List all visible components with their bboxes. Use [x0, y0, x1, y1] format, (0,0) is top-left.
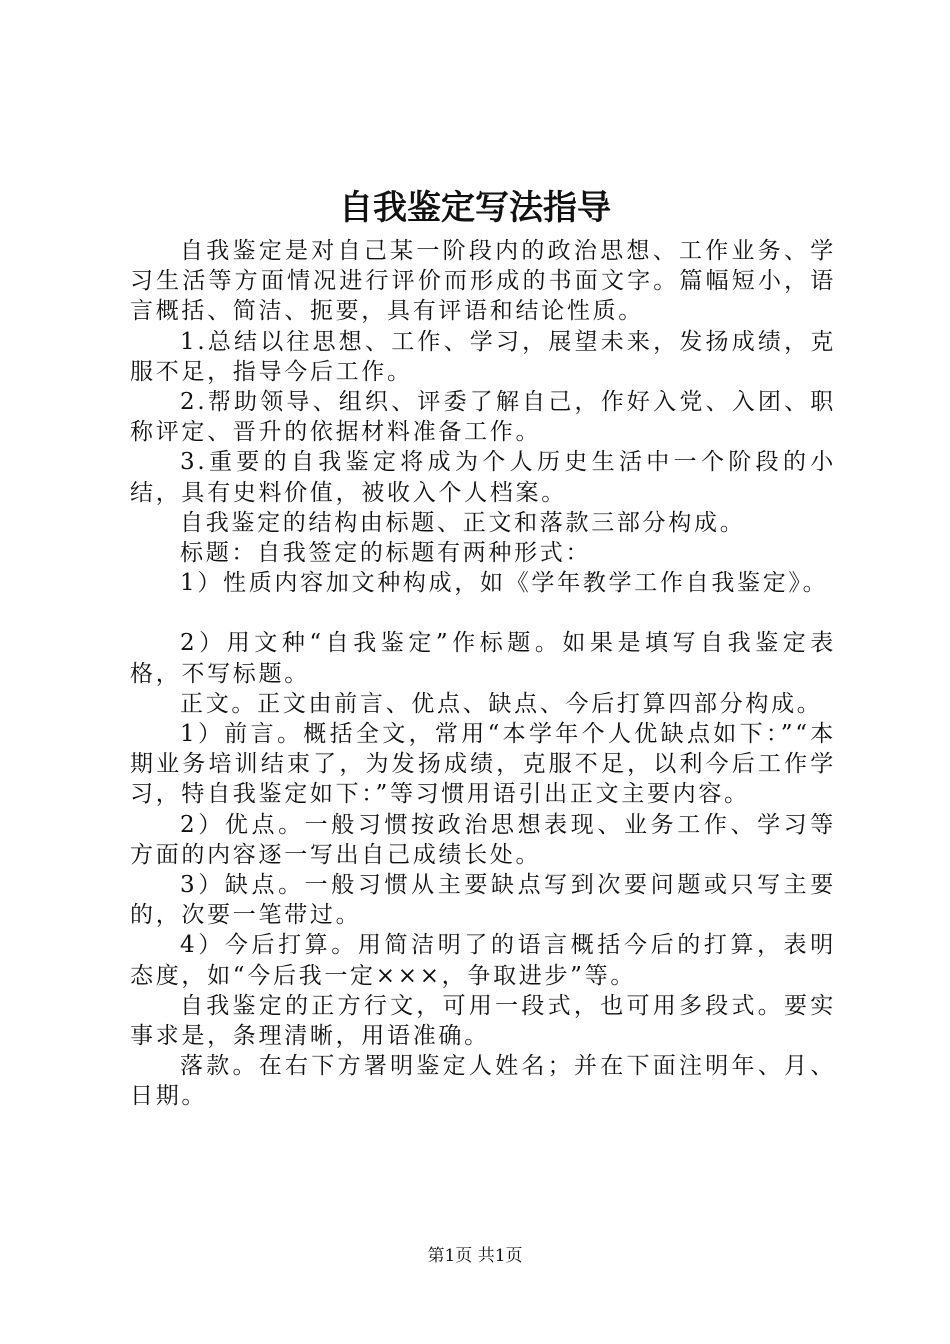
paragraph-body-parts: 正文。正文由前言、优点、缺点、今后打算四部分构成。: [180, 690, 823, 717]
paragraph-intro: 自我鉴定是对自己某一阶段内的政治思想、工作业务、学习生活等方面情况进行评价而形成的书面文字。篇幅短小，语言概括、简洁、扼要，具有评语和结论性质。: [130, 238, 836, 325]
paragraph-purpose-3: 3.重要的自我鉴定将成为个人历史生活中一个阶段的小结，具有史料价值，被收入个人档案。: [130, 449, 836, 506]
paragraph-purpose-2: 2.帮助领导、组织、评委了解自己，作好入党、入团、职称评定、晋升的依据材料准备工作。: [130, 389, 836, 446]
paragraph-weaknesses: 3）缺点。一般习惯从主要缺点写到次要问题或只写主要的，次要一笔带过。: [130, 872, 836, 929]
paragraph-purpose-1: 1.总结以往思想、工作、学习，展望未来，发扬成绩，克服不足，指导今后工作。: [130, 328, 836, 385]
paragraph-writing-style: 自我鉴定的正方行文，可用一段式，也可用多段式。要实事求是，条理清晰，用语准确。: [130, 992, 836, 1050]
paragraph-signature: 落款。在右下方署明鉴定人姓名；并在下面注明年、月、日期。: [130, 1053, 836, 1110]
document-title: 自我鉴定写法指导: [339, 188, 611, 228]
paragraph-title-form-1: 1）性质内容加文种构成，如《学年教学工作自我鉴定》。: [180, 570, 829, 597]
paragraph-strengths: 2）优点。一般习惯按政治思想表现、业务工作、学习等方面的内容逐一写出自己成绩长处。: [130, 811, 836, 868]
paragraph-plans: 4）今后打算。用简洁明了的语言概括今后的打算，表明态度，如“今后我一定×××，争取进步”等。: [130, 932, 836, 989]
paragraph-title-form-2: 2）用文种“自我鉴定”作标题。如果是填写自我鉴定表格，不写标题。: [130, 630, 836, 687]
paragraph-structure: 自我鉴定的结构由标题、正文和落款三部分构成。: [180, 509, 746, 536]
paragraph-title-forms: 标题：自我签定的标题有两种形式：: [180, 540, 592, 567]
document-body: [130, 236, 836, 1112]
page-number: 第1页 共1页: [427, 1246, 523, 1266]
paragraph-preface: 1）前言。概括全文，常用“本学年个人优缺点如下：”“本期业务培训结束了，为发扬成绩，克服不足，以利今后工作学习，特自我鉴定如下：”等习惯用语引出正文主要内容。: [130, 721, 836, 808]
